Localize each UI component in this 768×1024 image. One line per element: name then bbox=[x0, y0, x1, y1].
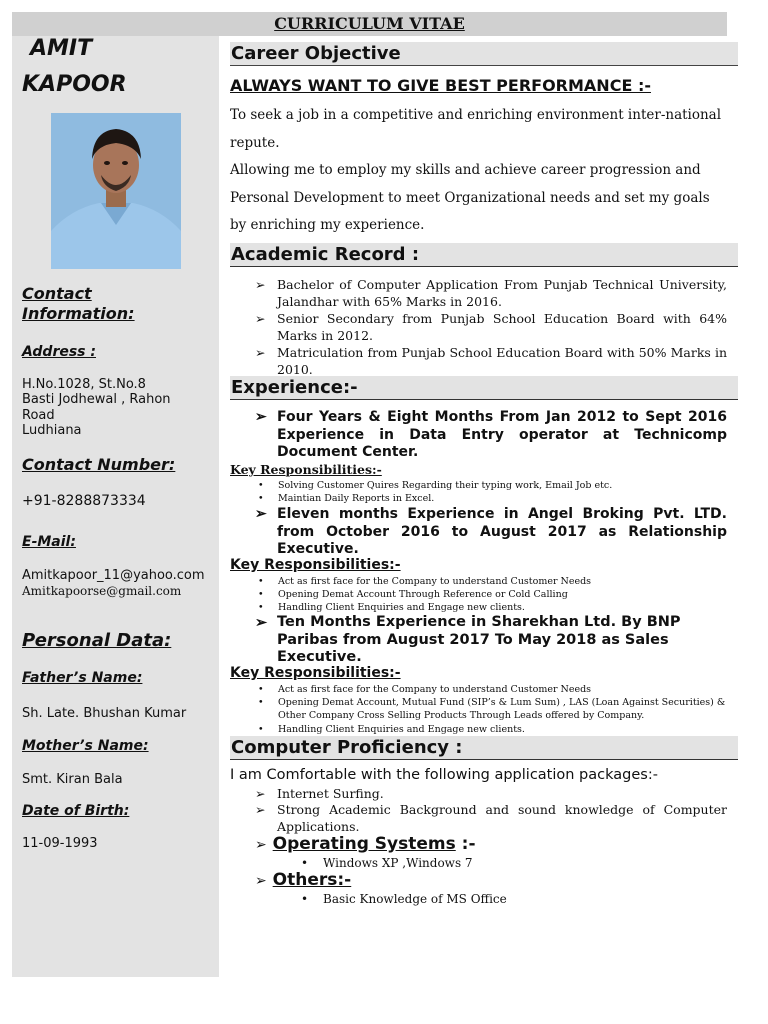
address-line-1: H.No.1028, St.No.8 bbox=[22, 377, 146, 392]
os-item: • Windows XP ,Windows 7 bbox=[301, 856, 473, 870]
arrow-bullet-icon: ➢ bbox=[255, 311, 266, 326]
key-responsibilities-heading: Key Responsibilities:- bbox=[230, 557, 401, 573]
operating-systems-heading: ➢ Operating Systems :- bbox=[255, 834, 476, 854]
responsibility-item: • Opening Demat Account Through Reference or Cold Calling bbox=[258, 589, 568, 600]
academic-item: ➢ Matriculation from Punjab School Education Board with 50% Marks in 2010. bbox=[255, 345, 727, 377]
arrow-bullet-icon: ➢ bbox=[255, 409, 267, 425]
email-2: Amitkapoorse@gmail.com bbox=[22, 584, 182, 598]
career-paragraph-2: Allowing me to employ my skills and achieve career progression and Personal Development to meet Organizational needs and set my goals by enriching my experience. bbox=[230, 162, 710, 233]
key-responsibilities-heading: Key Responsibilities:- bbox=[230, 462, 382, 477]
responsibility-item: • Handling Client Enquiries and Engage new clients. bbox=[258, 724, 525, 735]
arrow-bullet-icon: ➢ bbox=[255, 786, 266, 801]
arrow-bullet-icon: ➢ bbox=[255, 614, 268, 631]
email-1: Amitkapoor_11@yahoo.com bbox=[22, 568, 205, 583]
address-line-3: Road bbox=[22, 408, 55, 423]
career-paragraph-1: To seek a job in a competitive and enriching environment inter-national repute. bbox=[230, 107, 722, 151]
mother-value: Smt. Kiran Bala bbox=[22, 772, 123, 787]
document-title: CURRICULUM VITAE bbox=[12, 12, 727, 36]
responsibility-item: • Act as first face for the Company to understand Customer Needs bbox=[258, 684, 592, 695]
academic-heading: Academic Record : bbox=[230, 243, 738, 267]
contact-heading-line2: Information: bbox=[22, 304, 135, 323]
arrow-bullet-icon: ➢ bbox=[255, 506, 267, 522]
academic-item: ➢ Senior Secondary from Punjab School Education Board with 64% Marks in 2012. bbox=[255, 311, 727, 343]
experience-job-2: ➢ Eleven months Experience in Angel Broking Pvt. LTD. from October 2016 to August 2017 as Relationship Executive. bbox=[255, 506, 727, 557]
responsibility-item: • Act as first face for the Company to understand Customer Needs bbox=[258, 576, 592, 587]
computer-item: ➢ Strong Academic Background and sound knowledge of Computer Applications. bbox=[255, 802, 727, 834]
experience-job-3: ➢ Ten Months Experience in Sharekhan Ltd. By BNP Paribas from August 2017 To May 2018 as Sales Executive. bbox=[255, 614, 681, 665]
personal-data-label: Personal Data: bbox=[22, 630, 172, 651]
father-value: Sh. Late. Bhushan Kumar bbox=[22, 706, 187, 721]
arrow-bullet-icon: ➢ bbox=[255, 277, 266, 292]
key-responsibilities-heading: Key Responsibilities:- bbox=[230, 665, 401, 681]
profile-photo bbox=[51, 113, 181, 269]
responsibility-item: • Solving Customer Quires Regarding their typing work, Email Job etc. bbox=[258, 480, 613, 491]
computer-item: ➢ Internet Surfing. bbox=[255, 786, 384, 801]
address-label: Address : bbox=[22, 344, 96, 360]
name-last: KAPOOR bbox=[22, 72, 127, 97]
name-first: AMIT bbox=[30, 36, 93, 61]
computer-intro: I am Comfortable with the following application packages:- bbox=[230, 767, 658, 783]
contact-number-label: Contact Number: bbox=[22, 455, 176, 474]
career-objective-heading: Career Objective bbox=[230, 42, 738, 66]
person-portrait-icon bbox=[51, 113, 181, 269]
email-label: E-Mail: bbox=[22, 534, 76, 550]
father-label: Father’s Name: bbox=[22, 670, 143, 686]
arrow-bullet-icon: ➢ bbox=[255, 837, 267, 853]
address-line-2: Basti Jodhewal , Rahon bbox=[22, 392, 171, 407]
others-item: • Basic Knowledge of MS Office bbox=[301, 892, 507, 906]
responsibility-item: • Opening Demat Account, Mutual Fund (SIP’s & Lum Sum) , LAS (Loan Against Securities) & Other Company Cross Selling Products Through Leads offered by Company. bbox=[258, 697, 726, 721]
arrow-bullet-icon: ➢ bbox=[255, 345, 266, 360]
dob-label: Date of Birth: bbox=[22, 803, 130, 819]
others-heading: ➢ Others:- bbox=[255, 870, 352, 890]
contact-number: +91-8288873334 bbox=[22, 493, 146, 509]
computer-proficiency-heading: Computer Proficiency : bbox=[230, 736, 738, 760]
responsibility-item: • Maintian Daily Reports in Excel. bbox=[258, 493, 435, 504]
career-tagline: ALWAYS WANT TO GIVE BEST PERFORMANCE :- bbox=[230, 76, 651, 95]
experience-heading: Experience:- bbox=[230, 376, 738, 400]
arrow-bullet-icon: ➢ bbox=[255, 873, 267, 889]
responsibility-item: • Handling Client Enquiries and Engage new clients. bbox=[258, 602, 525, 613]
mother-label: Mother’s Name: bbox=[22, 738, 149, 754]
address-line-4: Ludhiana bbox=[22, 423, 82, 438]
contact-heading-line1: Contact bbox=[22, 284, 92, 303]
dob-value: 11-09-1993 bbox=[22, 836, 98, 851]
experience-job-1: ➢ Four Years & Eight Months From Jan 2012 to Sept 2016 Experience in Data Entry operator at Technicomp Document Center. bbox=[255, 409, 727, 460]
academic-item: ➢ Bachelor of Computer Application From Punjab Technical University, Jalandhar with 65% Marks in 2016. bbox=[255, 277, 727, 309]
arrow-bullet-icon: ➢ bbox=[255, 802, 266, 817]
